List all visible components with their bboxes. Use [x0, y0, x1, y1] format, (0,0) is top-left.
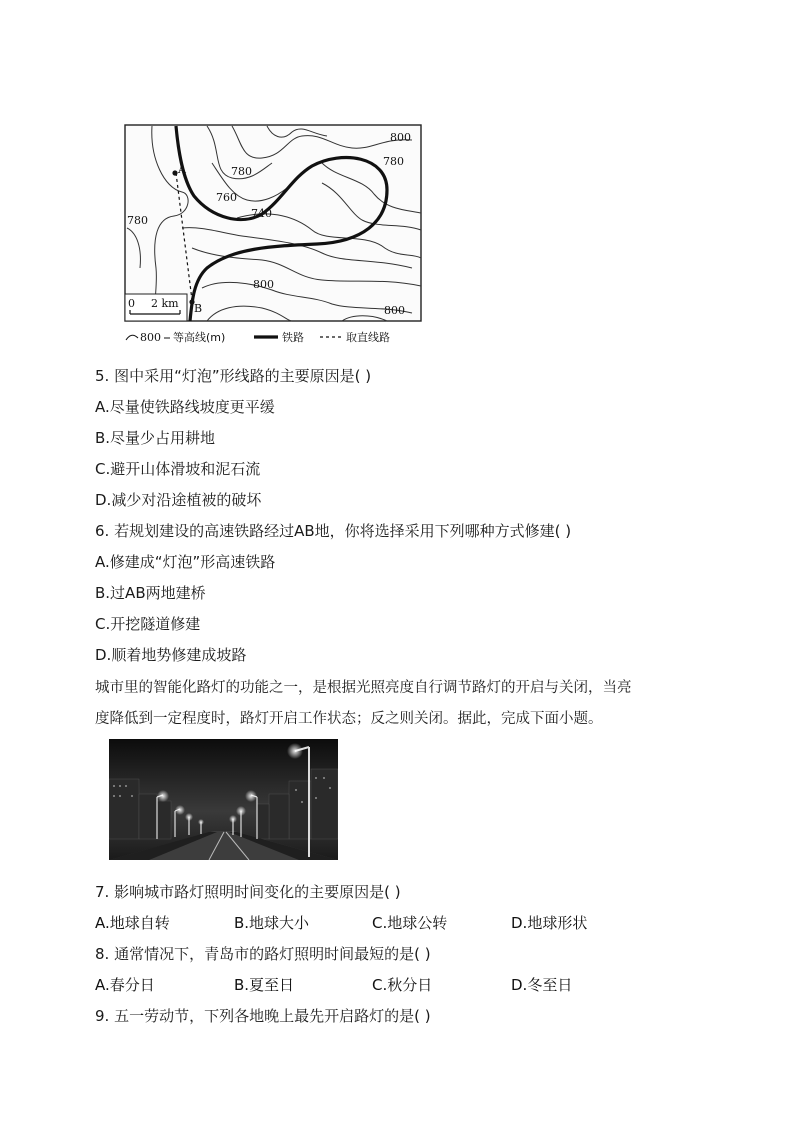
question-5-option-c: C.避开山体滑坡和泥石流	[95, 460, 261, 478]
question-5-option-b: B.尽量少占用耕地	[95, 429, 216, 447]
question-text: 影响城市路灯照明时间变化的主要原因是( )	[114, 883, 401, 901]
question-5-option-d: D.减少对沿途植被的破坏	[95, 491, 262, 509]
contour-label: 800	[384, 304, 405, 317]
contour-map	[112, 118, 427, 350]
question-8-option-b: B.夏至日	[234, 976, 295, 994]
question-5-stem	[95, 366, 371, 386]
passage	[95, 673, 705, 735]
question-number: 5.	[95, 367, 110, 385]
question-number: 9.	[95, 1007, 110, 1025]
street-lights-photo	[109, 739, 338, 860]
question-6-option-c: C.开挖隧道修建	[95, 615, 201, 633]
question-7-option-d: D.地球形状	[511, 914, 588, 932]
scale-zero: 0	[128, 297, 135, 310]
map-legend	[126, 330, 390, 344]
question-number: 8.	[95, 945, 110, 963]
scale-length: 2 km	[151, 297, 179, 310]
question-8-option-c: C.秋分日	[372, 976, 433, 994]
contour-label: 780	[231, 165, 252, 178]
contour-label: 780	[383, 155, 404, 168]
question-number: 7.	[95, 883, 110, 901]
contour-label: 760	[216, 191, 237, 204]
question-text: 五一劳动节，下列各地晚上最先开启路灯的是( )	[114, 1007, 431, 1025]
question-number: 6.	[95, 522, 110, 540]
question-text: 通常情况下，青岛市的路灯照明时间最短的是( )	[114, 945, 431, 963]
question-6-stem	[95, 521, 571, 541]
question-text: 若规划建设的高速铁路经过AB地，你将选择采用下列哪种方式修建( )	[114, 522, 572, 540]
legend-railway-text: 铁路	[282, 331, 304, 344]
question-7-stem	[95, 882, 401, 902]
point-a-marker	[172, 170, 177, 175]
contour-map-figure	[112, 118, 427, 350]
question-7-option-b: B.地球大小	[234, 914, 310, 932]
point-a-label: A	[178, 163, 186, 176]
question-9-stem	[95, 1006, 431, 1026]
question-6-option-a: A.修建成“灯泡”形高速铁路	[95, 553, 276, 571]
question-6-option-b: B.过AB两地建桥	[95, 584, 206, 602]
point-b-label: B	[194, 302, 203, 315]
contour-label: 800	[390, 131, 411, 144]
legend-contour-text: 等高线(m)	[173, 331, 226, 344]
question-7-option-a: A.地球自转	[95, 914, 170, 932]
question-6-option-d: D.顺着地势修建成坡路	[95, 646, 247, 664]
contour-label: 740	[251, 207, 272, 220]
question-8-stem	[95, 944, 431, 964]
question-8-option-a: A.春分日	[95, 976, 155, 994]
question-8-option-d: D.冬至日	[511, 976, 573, 994]
question-text: 图中采用“灯泡”形线路的主要原因是( )	[114, 367, 372, 385]
passage-line-2: 度降低到一定程度时，路灯开启工作状态；反之则关闭。据此，完成下面小题。	[95, 711, 603, 727]
question-7-option-c: C.地球公转	[372, 914, 448, 932]
contour-label: 780	[127, 214, 148, 227]
legend-contour-value: 800	[140, 331, 161, 344]
legend-straight-text: 取直线路	[346, 331, 390, 344]
question-5-option-a: A.尽量使铁路线坡度更平缓	[95, 398, 275, 416]
contour-label: 800	[253, 278, 274, 291]
passage-line-1: 城市里的智能化路灯的功能之一，是根据光照亮度自行调节路灯的开启与关闭，当亮	[95, 680, 632, 696]
